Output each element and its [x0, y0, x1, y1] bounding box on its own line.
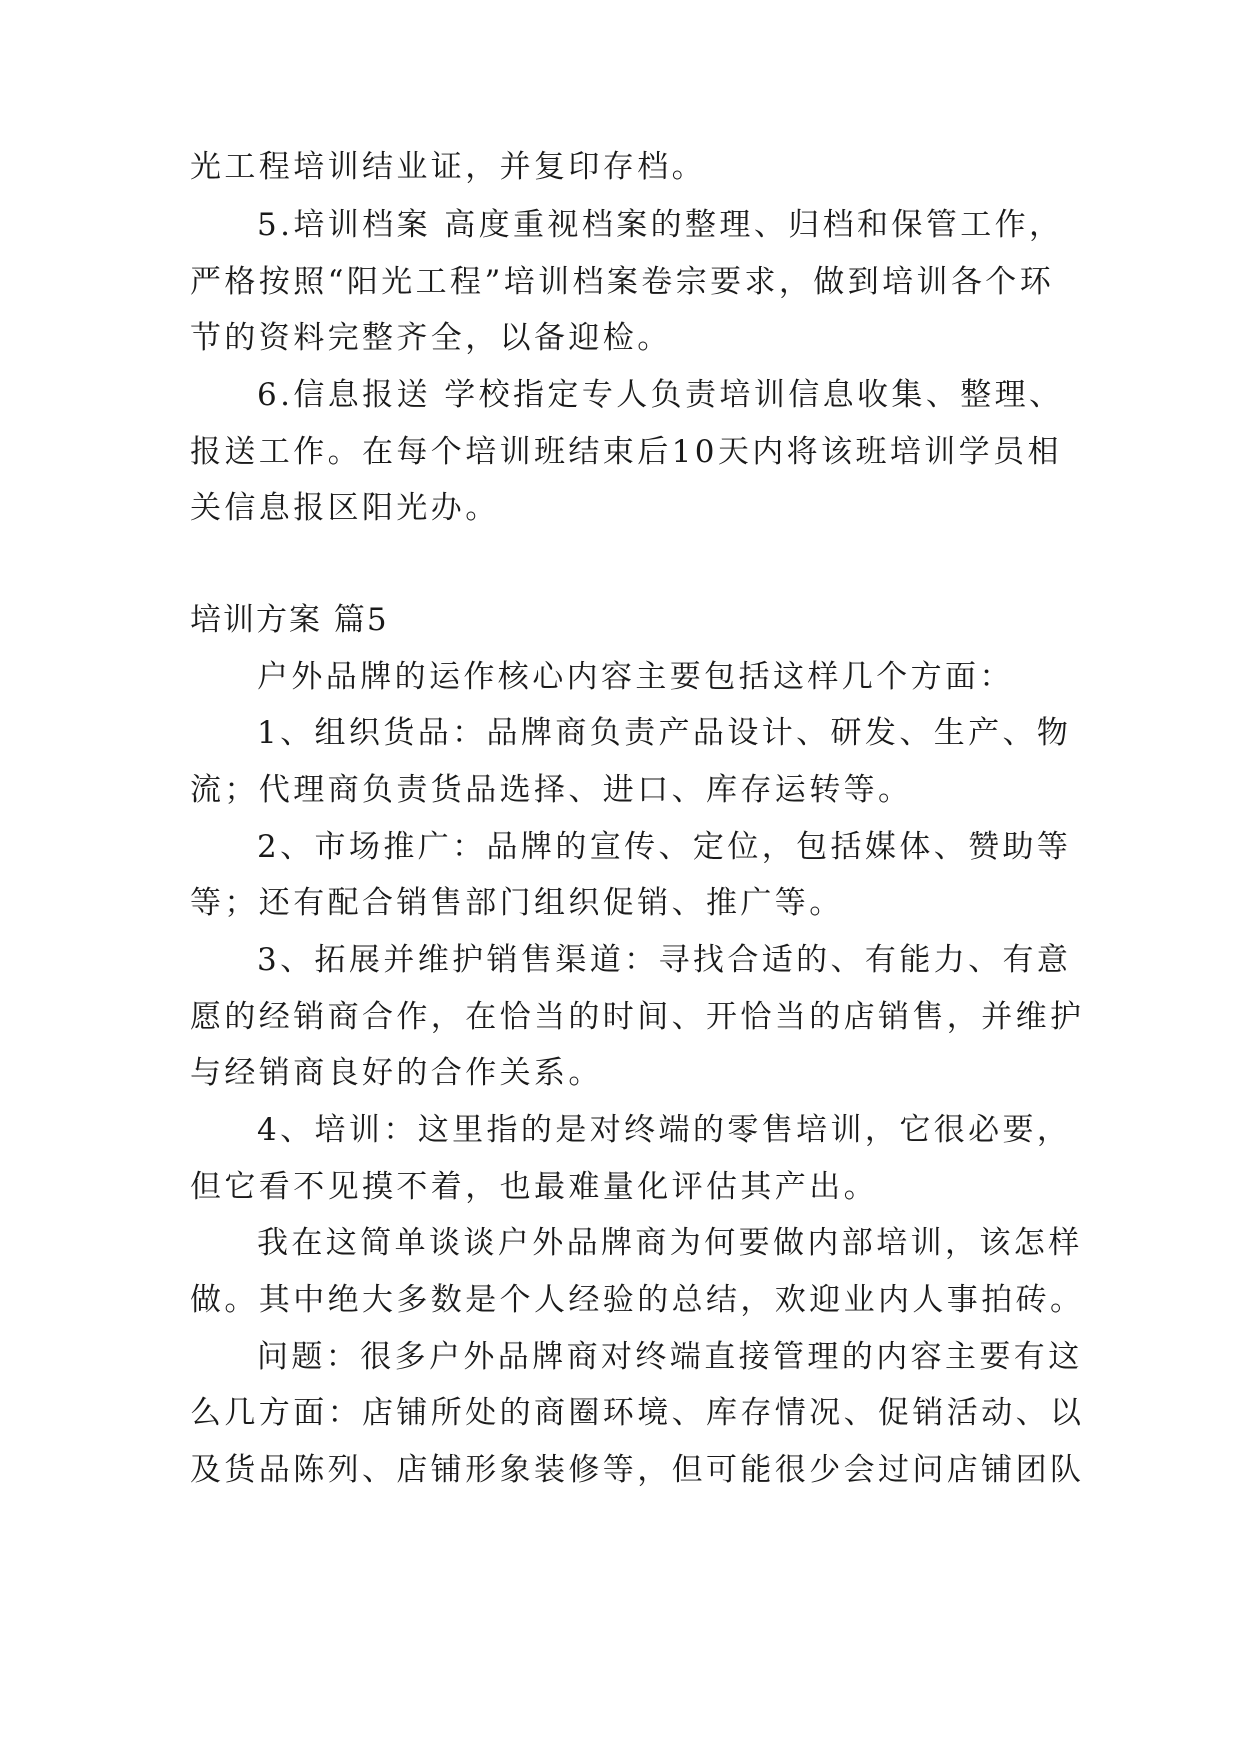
paragraph-line: 但它看不见摸不着，也最难量化评估其产出。	[190, 1169, 878, 1205]
paragraph-line: 4、培训：这里指的是对终端的零售培训，它很必要，	[257, 1112, 1072, 1148]
paragraph-line: 2、市场推广：品牌的宣传、定位，包括媒体、赞助等	[257, 829, 1072, 865]
paragraph-line: 问题：很多户外品牌商对终端直接管理的内容主要有这	[257, 1339, 1083, 1375]
paragraph-line: 关信息报区阳光办。	[190, 490, 500, 526]
paragraph-line: 愿的经销商合作，在恰当的时间、开恰当的店销售，并维护	[190, 999, 1085, 1035]
paragraph-line: 等；还有配合销售部门组织促销、推广等。	[190, 885, 844, 921]
section-heading: 培训方案 篇5	[190, 602, 389, 638]
paragraph-line: 严格按照“阳光工程”培训档案卷宗要求，做到培训各个环	[190, 264, 1055, 300]
paragraph-line: 报送工作。在每个培训班结束后10天内将该班培训学员相	[190, 434, 1062, 470]
paragraph-line: 3、拓展并维护销售渠道：寻找合适的、有能力、有意	[257, 942, 1072, 978]
paragraph-line: 流；代理商负责货品选择、进口、库存运转等。	[190, 772, 913, 808]
paragraph-line: 及货品陈列、店铺形象装修等，但可能很少会过问店铺团队	[190, 1452, 1085, 1488]
paragraph-line: 户外品牌的运作核心内容主要包括这样几个方面：	[257, 659, 1014, 695]
paragraph-line: 光工程培训结业证，并复印存档。	[190, 149, 706, 185]
paragraph-line: 5.培训档案 高度重视档案的整理、归档和保管工作，	[257, 207, 1064, 243]
paragraph-line: 与经销商良好的合作关系。	[190, 1055, 603, 1091]
paragraph-line: 1、组织货品：品牌商负责产品设计、研发、生产、物	[257, 715, 1072, 751]
paragraph-line: 么几方面：店铺所处的商圈环境、库存情况、促销活动、以	[190, 1395, 1085, 1431]
paragraph-line: 做。其中绝大多数是个人经验的总结，欢迎业内人事拍砖。	[190, 1282, 1085, 1318]
paragraph-line: 节的资料完整齐全，以备迎检。	[190, 320, 672, 356]
paragraph-line: 6.信息报送 学校指定专人负责培训信息收集、整理、	[257, 377, 1064, 413]
paragraph-line: 我在这简单谈谈户外品牌商为何要做内部培训，该怎样	[257, 1225, 1083, 1261]
